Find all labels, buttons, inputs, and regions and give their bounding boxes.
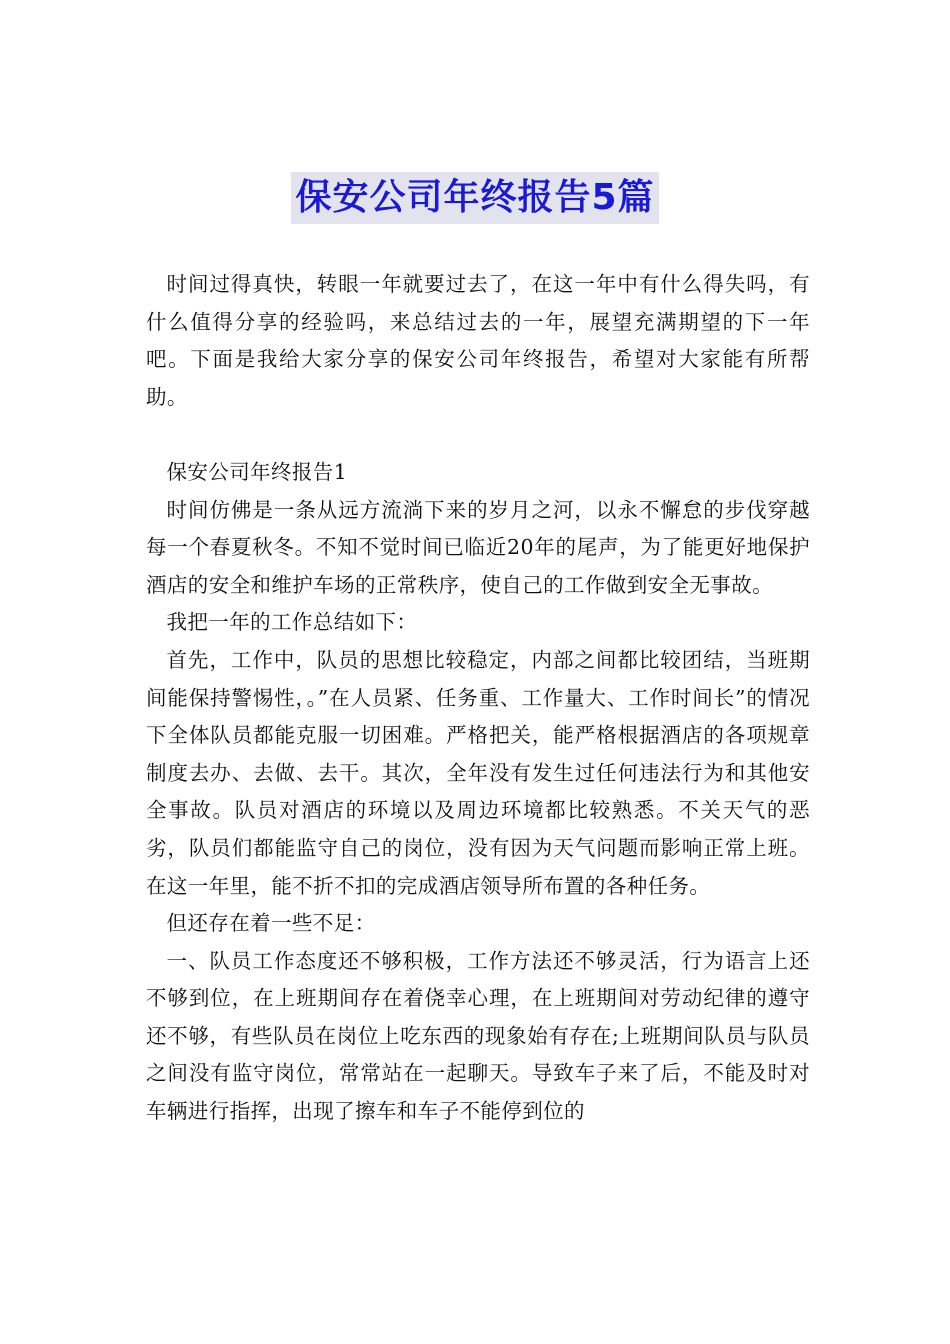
body-paragraph: 我把一年的工作总结如下：	[166, 610, 418, 635]
body-paragraph: 一、队员工作态度还不够积极，工作方法还不够灵活，行为语言上还不够到位，在上班期间存在着侥幸心理，在上班期间对劳动纪律的遵守还不够，有些队员在岗位上吃东西的现象始有存在;上班期间队员与队员之间没有监守岗位，常常站在一起聊天。导致车子来了后，不能及时对车辆进行指挥，出现了擦车和车子不能停到位的	[146, 948, 810, 1124]
paragraph-gap	[146, 416, 810, 454]
title-container	[0, 172, 950, 224]
section-heading-1: 保安公司年终报告1	[166, 459, 348, 484]
document-body	[146, 266, 810, 1131]
body-paragraph: 但还存在着一些不足：	[166, 911, 376, 936]
intro-paragraph: 时间过得真快，转眼一年就要过去了，在这一年中有什么得失吗，有什么值得分享的经验吗，来总结过去的一年，展望充满期望的下一年吧。下面是我给大家分享的保安公司年终报告，希望对大家能有所帮助。	[146, 272, 810, 409]
body-paragraph: 首先，工作中，队员的思想比较稳定，内部之间都比较团结，当班期间能保持警惕性，。”在人员紧、任务重、工作量大、工作时间长”的情况下全体队员都能克服一切困难。严格把关，能严格根据酒店的各项规章制度去办、去做、去干。其次，全年没有发生过任何违法行为和其他安全事故。队员对酒店的环境以及周边环境都比较熟悉。不关天气的恶劣，队员们都能监守自己的岗位，没有因为天气问题而影响正常上班。在这一年里，能不折不扣的完成酒店领导所布置的各种任务。	[146, 647, 810, 898]
body-paragraph: 时间仿佛是一条从远方流淌下来的岁月之河，以永不懈怠的步伐穿越每一个春夏秋冬。不知不觉时间已临近20年的尾声，为了能更好地保护酒店的安全和维护车场的正常秩序，使自己的工作做到安全无事故。	[146, 497, 810, 597]
document-title: 保安公司年终报告5篇	[291, 172, 658, 224]
